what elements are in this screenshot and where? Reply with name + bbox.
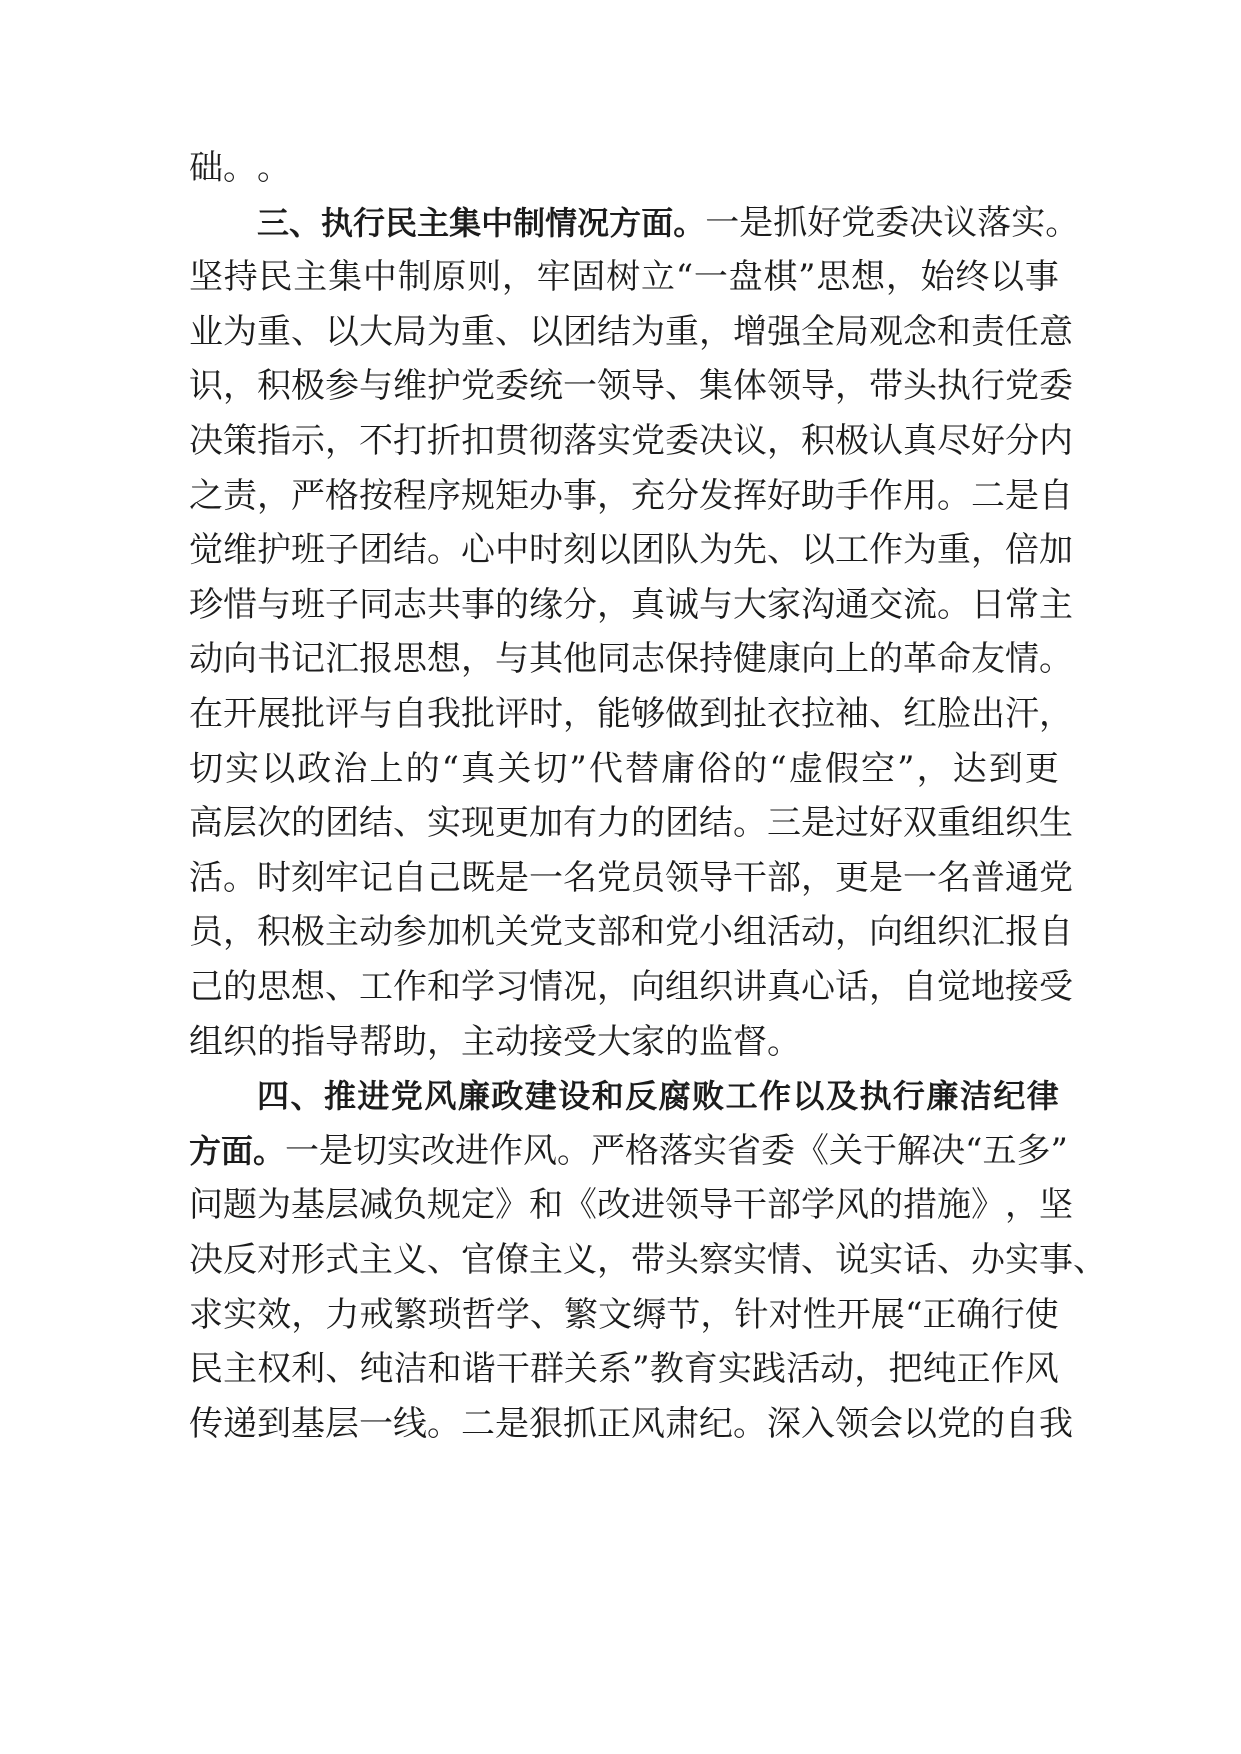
text-line: 坚 持 民 主 集 中 制 原 则 ， 牢 固 树 立 “ 一 盘 棋 ” 思 想 ， 始 终 以 事 bbox=[189, 257, 1059, 298]
text-line: 决 反 对 形 式 主 义 、 官 僚 主 义 ， 带 头 察 实 情 、 说 实 话 、 办 实 事 、 bbox=[189, 1240, 1107, 1280]
text-line: 之 责 ， 严 格 按 程 序 规 矩 办 事 ， 充 分 发 挥 好 助 手 作 用 。 二 是 自 bbox=[189, 475, 1073, 516]
text-line: 切 实 以 政 治 上 的 “ 真 关 切 ” 代 替 庸 俗 的 “ 虚 假 空 ” ， 达 到 更 bbox=[189, 748, 1059, 789]
text-line: 动 向 书 记 汇 报 思 想 ， 与 其 他 同 志 保 持 健 康 向 上 的 革 命 友 情 。 bbox=[189, 639, 1073, 680]
text-line: 活 。 时 刻 牢 记 自 己 既 是 一 名 党 员 领 导 干 部 ， 更 是 一 名 普 通 党 bbox=[189, 857, 1073, 898]
text-line: 高 层 次 的 团 结 、 实 现 更 加 有 力 的 团 结 。 三 是 过 好 双 重 组 织 生 bbox=[189, 803, 1073, 844]
text-line: 础 。 。 bbox=[189, 148, 291, 188]
text-line: 四 、 推 进 党 风 廉 政 建 设 和 反 腐 败 工 作 以 及 执 行 廉 洁 纪 律 bbox=[257, 1077, 1059, 1116]
text-line: 求 实 效 ， 力 戒 繁 琐 哲 学 、 繁 文 缛 节 ， 针 对 性 开 展 “ 正 确 行 使 bbox=[189, 1294, 1059, 1335]
text-line: 传 递 到 基 层 一 线 。 二 是 狠 抓 正 风 肃 纪 。 深 入 领 会 以 党 的 自 我 bbox=[189, 1403, 1073, 1444]
text-line: 方 面 。 一 是 切 实 改 进 作 风 。 严 格 落 实 省 委 《 关 于 解 决 “ 五 多 ” bbox=[189, 1130, 1068, 1171]
text-line: 三 、 执 行 民 主 集 中 制 情 况 方 面 。 一 是 抓 好 党 委 决 议 落 实 。 bbox=[257, 202, 1080, 243]
text-line: 珍 惜 与 班 子 同 志 共 事 的 缘 分 ， 真 诚 与 大 家 沟 通 交 流 。 日 常 主 bbox=[189, 584, 1073, 625]
text-line: 己 的 思 想 、 工 作 和 学 习 情 况 ， 向 组 织 讲 真 心 话 ， 自 觉 地 接 受 bbox=[189, 967, 1073, 1007]
text-line: 在 开 展 批 评 与 自 我 批 评 时 ， 能 够 做 到 扯 衣 拉 袖 、 红 脸 出 汗 ， bbox=[189, 694, 1073, 734]
text-line: 问 题 为 基 层 减 负 规 定 》 和 《 改 进 领 导 干 部 学 风 的 措 施 》 ， 坚 bbox=[189, 1185, 1073, 1226]
text-line: 民 主 权 利 、 纯 洁 和 谐 干 群 关 系 ” 教 育 实 践 活 动 ， 把 纯 正 作 风 bbox=[189, 1349, 1059, 1390]
text-line: 员 ， 积 极 主 动 参 加 机 关 党 支 部 和 党 小 组 活 动 ， 向 组 织 汇 报 自 bbox=[189, 912, 1073, 953]
text-line: 识 ， 积 极 参 与 维 护 党 委 统 一 领 导 、 集 体 领 导 ， 带 头 执 行 党 委 bbox=[189, 366, 1073, 407]
text-line: 业 为 重 、 以 大 局 为 重 、 以 团 结 为 重 ， 增 强 全 局 观 念 和 责 任 意 bbox=[189, 311, 1073, 352]
text-line: 组 织 的 指 导 帮 助 ， 主 动 接 受 大 家 的 监 督 。 bbox=[189, 1021, 801, 1062]
text-line: 觉 维 护 班 子 团 结 。 心 中 时 刻 以 团 队 为 先 、 以 工 作 为 重 ， 倍 加 bbox=[189, 530, 1073, 571]
text-line: 决 策 指 示 ， 不 打 折 扣 贯 彻 落 实 党 委 决 议 ， 积 极 认 真 尽 好 分 内 bbox=[189, 421, 1073, 461]
